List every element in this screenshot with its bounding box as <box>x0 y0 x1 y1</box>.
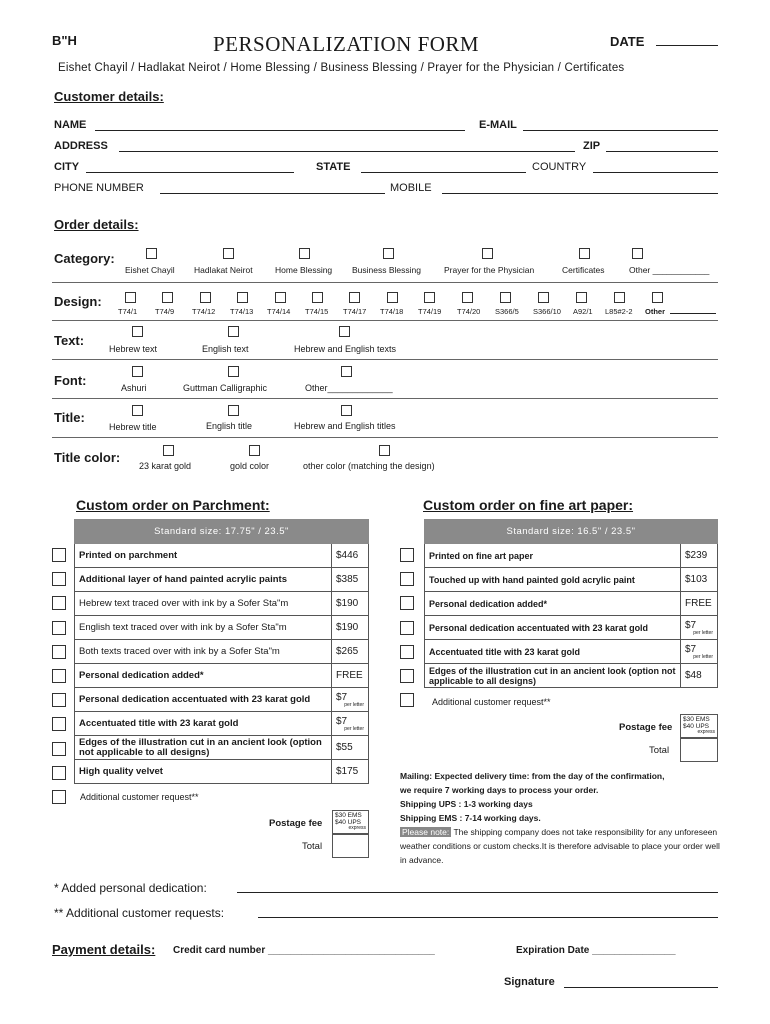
fineart-additional-request: Additional customer request** <box>432 697 551 707</box>
card-number-field[interactable]: Credit card number ______________________________ <box>173 945 435 956</box>
parchment-option-checkbox[interactable] <box>52 645 66 659</box>
fineart-postage-label: Postage fee <box>619 722 673 733</box>
row-description: Personal dedication added* <box>75 664 332 688</box>
note-tag: Please note: <box>402 827 450 837</box>
fineart-size-label: Standard size: 16.5" / 23.5" <box>425 520 718 544</box>
text-option: Hebrew text <box>109 344 158 354</box>
design-label: Design: <box>54 294 102 309</box>
table-row <box>75 544 369 568</box>
customer-heading: Customer details: <box>54 89 164 104</box>
title-color-checkbox-gold[interactable] <box>163 445 174 456</box>
name-label: NAME <box>54 119 87 131</box>
row-price <box>681 616 718 640</box>
payment-heading: Payment details: <box>52 942 156 957</box>
category-option: Hadlakat Neirot <box>194 265 253 275</box>
text-checkbox-english[interactable] <box>228 326 239 337</box>
email-label: E-MAIL <box>479 119 517 131</box>
fineart-heading: Custom order on fine art paper: <box>423 497 634 513</box>
title-option: Hebrew and English titles <box>294 421 396 431</box>
mailing-line: we require 7 working days to process your order. <box>400 785 599 795</box>
parchment-option-checkbox[interactable] <box>52 621 66 635</box>
parchment-postage-box[interactable] <box>332 810 369 834</box>
parchment-size-header <box>75 520 369 544</box>
divider <box>52 359 718 360</box>
fineart-postage-sub: express <box>697 729 715 735</box>
title-color-label: Title color: <box>54 450 121 465</box>
price-value: $7 <box>336 691 348 703</box>
text-checkbox-hebrew[interactable] <box>132 326 143 337</box>
parchment-option-checkbox[interactable] <box>52 717 66 731</box>
design-option: T74/18 <box>380 307 404 316</box>
table-row <box>75 736 369 760</box>
fineart-size-header <box>425 520 718 544</box>
parchment-total-label: Total <box>302 841 323 852</box>
requests-field[interactable] <box>258 917 718 918</box>
row-price <box>332 760 369 784</box>
row-description: Personal dedication added* <box>425 592 681 616</box>
category-option: Prayer for the Physician <box>444 265 535 275</box>
parchment-option-checkbox[interactable] <box>52 596 66 610</box>
text-option: English text <box>202 344 249 354</box>
phone-label: PHONE NUMBER <box>54 182 144 194</box>
category-checkbox-hadlakat-neirot[interactable] <box>223 248 234 259</box>
fineart-option-checkbox[interactable] <box>400 693 414 707</box>
font-checkbox-other[interactable] <box>341 366 352 377</box>
expiration-field[interactable]: Expiration Date _______________ <box>516 945 676 956</box>
category-checkbox-home-blessing[interactable] <box>299 248 310 259</box>
parchment-postage-label: Postage fee <box>269 818 323 829</box>
row-price <box>681 568 718 592</box>
row-price <box>681 640 718 664</box>
price-value: $103 <box>685 574 708 585</box>
row-price <box>332 688 369 712</box>
price-unit: per letter <box>344 725 364 732</box>
row-price <box>332 616 369 640</box>
design-checkbox-13[interactable] <box>576 292 587 303</box>
category-checkbox-eishet-chayil[interactable] <box>146 248 157 259</box>
font-checkbox-guttman[interactable] <box>228 366 239 377</box>
design-checkbox-4[interactable] <box>237 292 248 303</box>
signature-label: Signature <box>504 976 555 988</box>
row-price <box>332 712 369 736</box>
country-label: COUNTRY <box>532 161 587 173</box>
design-option: T74/17 <box>343 307 367 316</box>
parchment-option-checkbox[interactable] <box>52 572 66 586</box>
email-field[interactable] <box>523 130 718 131</box>
parchment-option-checkbox[interactable] <box>52 766 66 780</box>
design-option: T74/9 <box>155 307 175 316</box>
row-description: Personal dedication accentuated with 23 karat gold <box>425 616 681 640</box>
requests-label: ** Additional customer requests: <box>54 906 225 920</box>
fineart-option-checkbox[interactable] <box>400 548 414 562</box>
title-option: English title <box>206 421 253 431</box>
table-row <box>75 760 369 784</box>
date-field[interactable] <box>656 45 718 46</box>
fineart-option-checkbox[interactable] <box>400 572 414 586</box>
category-checkbox-prayer-physician[interactable] <box>482 248 493 259</box>
category-option: Eishet Chayil <box>125 265 175 275</box>
price-value: $7 <box>685 643 697 655</box>
address-field[interactable] <box>119 151 575 152</box>
mobile-label: MOBILE <box>390 182 432 194</box>
row-description: Printed on parchment <box>75 544 332 568</box>
row-description: Hebrew text traced over with ink by a Sofer Sta"m <box>75 592 332 616</box>
price-unit: per letter <box>693 629 713 636</box>
row-price <box>332 664 369 688</box>
row-description: Touched up with hand painted gold acrylic paint <box>425 568 681 592</box>
note-text: The shipping company does not take responsibility for any unforeseen weather conditions or custom checks.It is therefore advisable to place your order well in advance. <box>400 827 720 865</box>
row-description: Edges of the illustration cut in an ancient look (option not applicable to all designs) <box>75 736 332 760</box>
row-price <box>681 544 718 568</box>
state-field[interactable] <box>361 172 526 173</box>
fineart-price-table <box>424 519 718 688</box>
price-value: FREE <box>336 670 363 681</box>
row-price <box>681 592 718 616</box>
dedication-field[interactable] <box>237 892 718 893</box>
title-color-checkbox-other[interactable] <box>379 445 390 456</box>
design-option: L85#2-2 <box>605 307 633 316</box>
row-description: High quality velvet <box>75 760 332 784</box>
price-value: $7 <box>685 619 697 631</box>
category-label: Category: <box>54 251 115 266</box>
parchment-heading: Custom order on Parchment: <box>76 497 270 513</box>
table-row <box>75 664 369 688</box>
design-option: T74/19 <box>418 307 442 316</box>
text-checkbox-both[interactable] <box>339 326 350 337</box>
mailing-line: Shipping EMS : 7-14 working days. <box>400 813 541 823</box>
row-price <box>332 736 369 760</box>
mailing-info <box>400 769 720 867</box>
design-option: A92/1 <box>573 307 593 316</box>
subtitle: Eishet Chayil / Hadlakat Neirot / Home Blessing / Business Blessing / Prayer for the Physician / Certificates <box>58 62 625 74</box>
price-value: $239 <box>685 550 708 561</box>
category-option: Home Blessing <box>275 265 333 275</box>
parchment-total-field[interactable] <box>332 834 369 858</box>
row-description: English text traced over with ink by a Sofer Sta"m <box>75 616 332 640</box>
font-label: Font: <box>54 373 87 388</box>
title-checkbox-english[interactable] <box>228 405 239 416</box>
category-option: Certificates <box>562 265 605 275</box>
zip-label: ZIP <box>583 140 601 152</box>
row-price <box>332 568 369 592</box>
design-other-field[interactable] <box>670 313 716 314</box>
title-label: Title: <box>54 410 85 425</box>
parchment-option-checkbox[interactable] <box>52 790 66 804</box>
divider <box>52 437 718 438</box>
design-checkbox-1[interactable] <box>125 292 136 303</box>
fineart-option-checkbox[interactable] <box>400 645 414 659</box>
row-description: Additional layer of hand painted acrylic paints <box>75 568 332 592</box>
font-option: Ashuri <box>121 383 147 393</box>
row-description: Personal dedication accentuated with 23 karat gold <box>75 688 332 712</box>
divider <box>52 282 718 283</box>
table-row <box>425 640 718 664</box>
design-checkbox-14[interactable] <box>614 292 625 303</box>
design-option: T74/12 <box>192 307 216 316</box>
price-value: FREE <box>685 598 712 609</box>
mobile-field[interactable] <box>442 193 718 194</box>
price-value: $190 <box>336 622 359 633</box>
parchment-postage-value: $30 EMS $40 UPS <box>335 812 362 826</box>
font-checkbox-ashuri[interactable] <box>132 366 143 377</box>
fineart-postage-value: $30 EMS $40 UPS <box>683 716 710 730</box>
title-option: Hebrew title <box>109 422 157 432</box>
row-price <box>681 664 718 688</box>
category-option: Other ____________ <box>629 265 710 275</box>
order-heading: Order details: <box>54 217 139 232</box>
state-label: STATE <box>316 161 351 173</box>
price-value: $446 <box>336 550 359 561</box>
city-field[interactable] <box>86 172 294 173</box>
design-option: T74/15 <box>305 307 329 316</box>
table-row <box>425 592 718 616</box>
design-checkbox-10[interactable] <box>462 292 473 303</box>
fineart-postage-box[interactable] <box>680 714 718 738</box>
fineart-total-label: Total <box>649 745 670 756</box>
parchment-additional-request: Additional customer request** <box>80 792 199 802</box>
page-title: PERSONALIZATION FORM <box>213 32 480 56</box>
design-checkbox-12[interactable] <box>538 292 549 303</box>
table-row <box>425 544 718 568</box>
design-checkbox-11[interactable] <box>500 292 511 303</box>
price-value: $385 <box>336 574 359 585</box>
row-price <box>332 544 369 568</box>
fineart-option-checkbox[interactable] <box>400 669 414 683</box>
category-checkbox-other[interactable] <box>632 248 643 259</box>
mailing-line: Shipping UPS : 1-3 working days <box>400 799 533 809</box>
font-option: Guttman Calligraphic <box>183 383 268 393</box>
price-unit: per letter <box>693 653 713 660</box>
design-checkbox-5[interactable] <box>275 292 286 303</box>
design-option: T74/13 <box>230 307 254 316</box>
price-value: $55 <box>336 742 353 753</box>
design-option: T74/14 <box>267 307 291 316</box>
design-checkbox-3[interactable] <box>200 292 211 303</box>
design-checkbox-8[interactable] <box>387 292 398 303</box>
fineart-option-checkbox[interactable] <box>400 621 414 635</box>
title-color-option: gold color <box>230 461 270 471</box>
table-row <box>75 712 369 736</box>
design-option: Other <box>645 307 666 316</box>
text-label: Text: <box>54 333 85 348</box>
category-checkbox-certificates[interactable] <box>579 248 590 259</box>
dedication-label: * Added personal dedication: <box>54 881 207 895</box>
table-row <box>75 592 369 616</box>
title-checkbox-both[interactable] <box>341 405 352 416</box>
table-row <box>75 640 369 664</box>
title-checkbox-hebrew[interactable] <box>132 405 143 416</box>
fineart-total-field[interactable] <box>680 738 718 762</box>
row-description: Accentuated title with 23 karat gold <box>425 640 681 664</box>
divider <box>52 320 718 321</box>
row-description: Printed on fine art paper <box>425 544 681 568</box>
row-price <box>332 592 369 616</box>
price-value: $48 <box>685 670 702 681</box>
table-row <box>75 616 369 640</box>
price-value: $265 <box>336 646 359 657</box>
price-value: $7 <box>336 715 348 727</box>
price-value: $175 <box>336 766 359 777</box>
row-description: Edges of the illustration cut in an ancient look (option not applicable to all designs) <box>425 664 681 688</box>
design-option: T74/20 <box>457 307 481 316</box>
design-option: S366/5 <box>495 307 519 316</box>
category-option: Business Blessing <box>352 265 421 275</box>
parchment-option-checkbox[interactable] <box>52 693 66 707</box>
parchment-size-label: Standard size: 17.75" / 23.5" <box>75 520 369 544</box>
phone-field[interactable] <box>160 193 385 194</box>
table-row <box>425 664 718 688</box>
table-row <box>75 688 369 712</box>
country-field[interactable] <box>593 172 718 173</box>
mailing-note <box>400 825 720 867</box>
mailing-line: Mailing: Expected delivery time: from the day of the confirmation, <box>400 771 665 781</box>
city-label: CITY <box>54 161 80 173</box>
design-checkbox-2[interactable] <box>162 292 173 303</box>
title-color-option: 23 karat gold <box>139 461 192 471</box>
signature-field[interactable] <box>564 987 718 988</box>
table-row <box>425 616 718 640</box>
bh-mark: B"H <box>52 33 77 48</box>
design-checkbox-9[interactable] <box>424 292 435 303</box>
design-option: S366/10 <box>533 307 561 316</box>
row-description: Both texts traced over with ink by a Sofer Sta"m <box>75 640 332 664</box>
table-row <box>425 568 718 592</box>
address-label: ADDRESS <box>54 140 108 152</box>
parchment-price-table <box>74 519 369 784</box>
price-value: $190 <box>336 598 359 609</box>
parchment-postage-sub: express <box>348 825 366 831</box>
zip-field[interactable] <box>606 151 718 152</box>
font-option: Other_____________ <box>305 383 393 393</box>
design-checkbox-6[interactable] <box>312 292 323 303</box>
table-row <box>75 568 369 592</box>
parchment-option-checkbox[interactable] <box>52 548 66 562</box>
design-option: T74/1 <box>118 307 138 316</box>
date-label: DATE <box>610 34 645 49</box>
title-color-checkbox-gold-color[interactable] <box>249 445 260 456</box>
title-color-option: other color (matching the design) <box>303 461 435 471</box>
price-unit: per letter <box>344 701 364 708</box>
divider <box>52 398 718 399</box>
text-option: Hebrew and English texts <box>294 344 397 354</box>
parchment-option-checkbox[interactable] <box>52 669 66 683</box>
row-price <box>332 640 369 664</box>
parchment-option-checkbox[interactable] <box>52 742 66 756</box>
design-checkbox-7[interactable] <box>349 292 360 303</box>
row-description: Accentuated title with 23 karat gold <box>75 712 332 736</box>
name-field[interactable] <box>95 130 465 131</box>
design-checkbox-15[interactable] <box>652 292 663 303</box>
category-checkbox-business-blessing[interactable] <box>383 248 394 259</box>
fineart-option-checkbox[interactable] <box>400 596 414 610</box>
